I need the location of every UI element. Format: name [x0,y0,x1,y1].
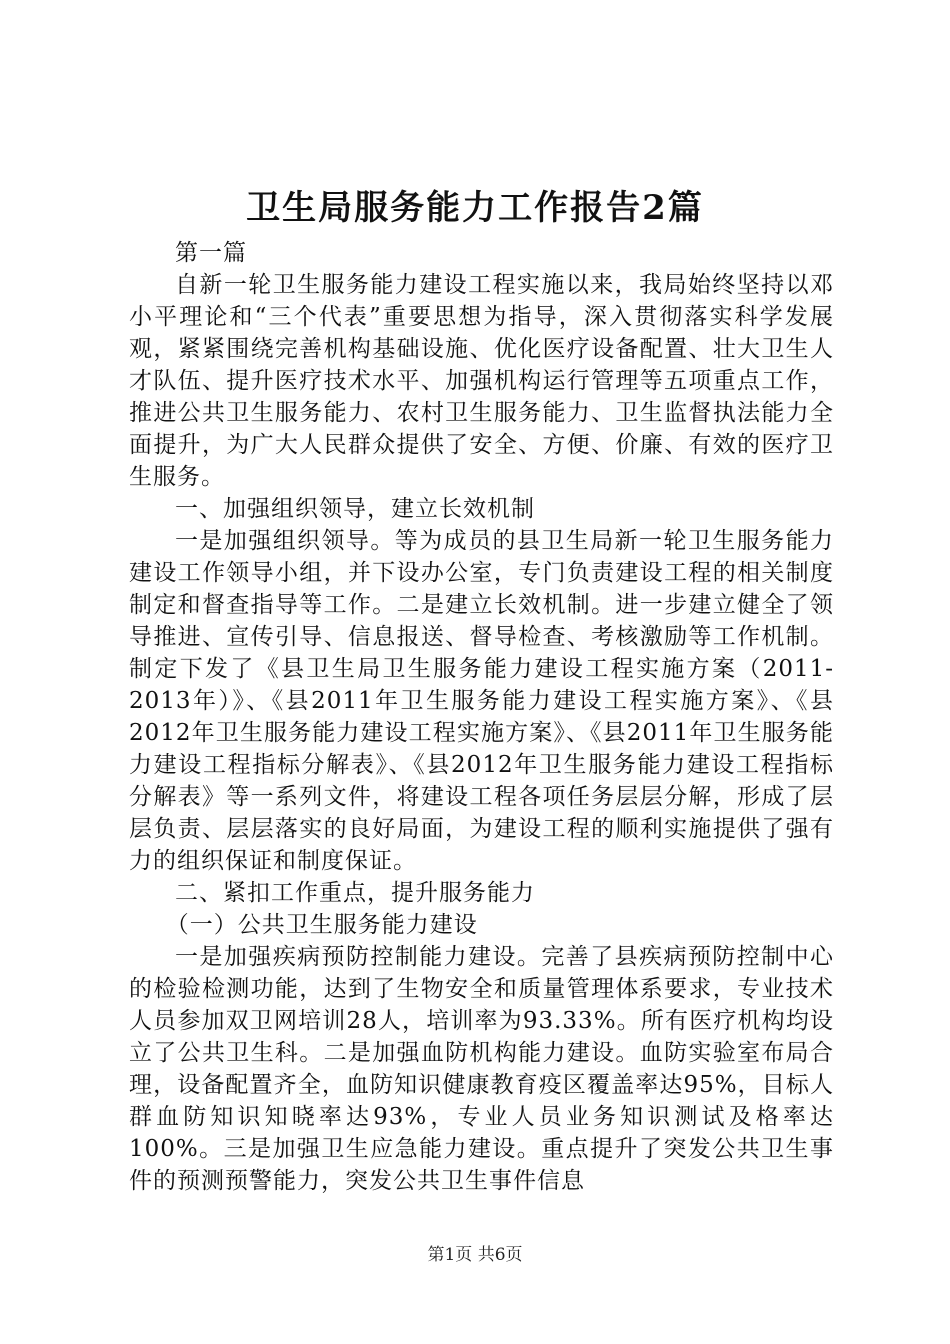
section-heading: 第一篇 [175,240,247,266]
section-heading: 二、紧扣工作重点，提升服务能力 [175,880,535,906]
page-number-footer: 第1页 共6页 [427,1245,523,1265]
section-heading: 一、加强组织领导，建立长效机制 [175,496,535,522]
body-paragraph: 一是加强疾病预防控制能力建设。完善了县疾病预防控制中心的检验检测功能，达到了生物安全和质量管理体系要求，专业技术人员参加双卫网培训28人，培训率为93.33%。所有医疗机构均设立了公共卫生科。二是加强血防机构能力建设。血防实验室布局合理，设备配置齐全，血防知识健康教育疫区覆盖率达95%，目标人群血防知识知晓率达93%，专业人员业务知识测试及格率达100%。三是加强卫生应急能力建设。重点提升了突发公共卫生事件的预测预警能力，突发公共卫生事件信息 [129,944,834,1194]
body-paragraph: 自新一轮卫生服务能力建设工程实施以来，我局始终坚持以邓小平理论和“三个代表”重要思想为指导，深入贯彻落实科学发展观，紧紧围绕完善机构基础设施、优化医疗设备配置、壮大卫生人才队伍、提升医疗技术水平、加强机构运行管理等五项重点工作，推进公共卫生服务能力、农村卫生服务能力、卫生监督执法能力全面提升，为广大人民群众提供了安全、方便、价廉、有效的医疗卫生服务。 [129,272,834,490]
subsection-heading: （一）公共卫生服务能力建设 [165,912,478,938]
document-title: 卫生局服务能力工作报告2篇 [246,188,704,228]
body-paragraph: 一是加强组织领导。等为成员的县卫生局新一轮卫生服务能力建设工作领导小组，并下设办公室，专门负责建设工程的相关制度制定和督查指导等工作。二是建立长效机制。进一步建立健全了领导推进、宣传引导、信息报送、督导检查、考核激励等工作机制。制定下发了《县卫生局卫生服务能力建设工程实施方案（2011-2013年）》、《县2011年卫生服务能力建设工程实施方案》、《县2012年卫生服务能力建设工程实施方案》、《县2011年卫生服务能力建设工程指标分解表》、《县2012年卫生服务能力建设工程指标分解表》等一系列文件，将建设工程各项任务层层分解，形成了层层负责、层层落实的良好局面，为建设工程的顺利实施提供了强有力的组织保证和制度保证。 [129,528,834,874]
document-body [129,237,834,1197]
